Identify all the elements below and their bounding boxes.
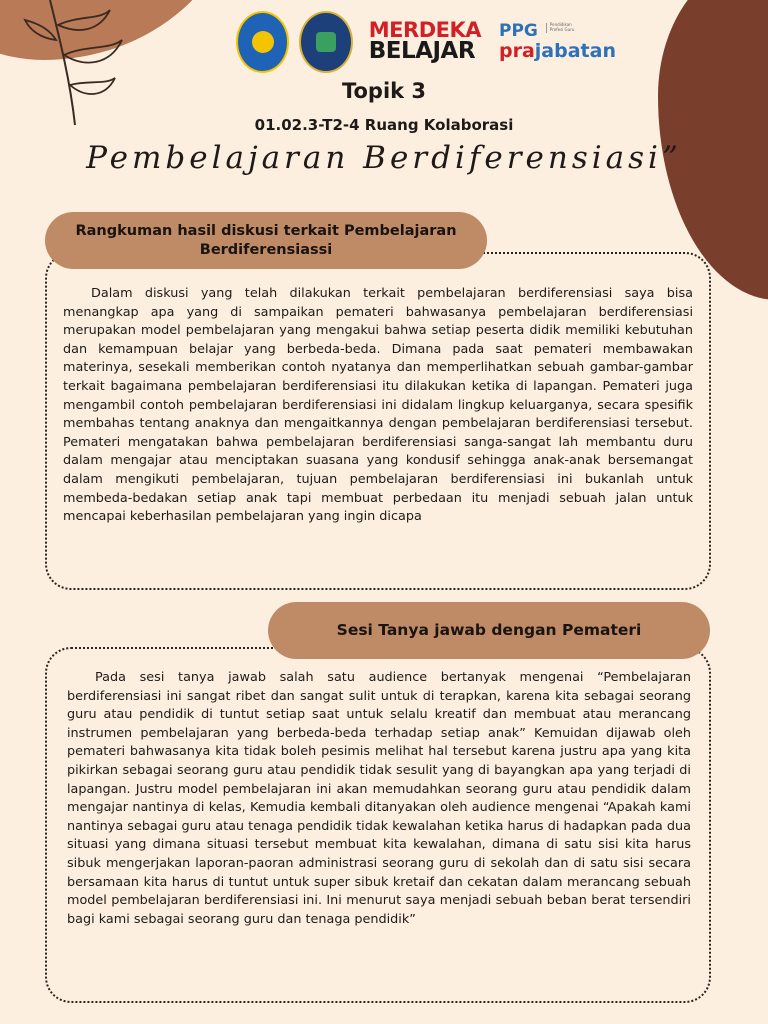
kemdikbud-logo — [236, 11, 289, 73]
subtopic-title: 01.02.3-T2-4 Ruang Kolaborasi — [254, 116, 514, 134]
summary-body: Dalam diskusi yang telah dilakukan terkait pembelajaran berdiferensiasi saya bisa menangkap apa yang di sampaikan pemateri bahwasanya pembelajaran berdiferensiasi merupakan model pembelajaran yang mengakui bahwa setiap peserta didik memiliki kebutuhan dan kemampuan belajar yang berbeda-beda. Dimana pada saat pemateri membawakan materinya, sesekali memberikan contoh nyatanya dan memperlihatkan sebuah gambar-gambar terkait bagaimana pembelajaran berdiferensiasi itu dilakukan ketika di lapangan. Pemateri juga mengambil contoh pembelajaran berdiferensiasi ini didalam lingkup keluarganya, secara spesifik membahas tentang anaknya dan mengaitkannya dengan pembelajaran berdiferensiasi tersebut. Pemateri mengatakan bahwa pembelajaran berdiferensiasi sanga-sangat lah membantu duru dalam mengajar atau menciptakan suasana yang kondusif sehingga anak-anak bersemangat dalam mengikuti pembelajaran, tujuan pembelajaran berdiferensiasi ini bukanlah untuk membeda-bedakan setiap anak tapi membuat perbedaan itu menjadi sebuah jalan untuk mencapai keberhasilan pembelajaran yang ingin dicapa — [63, 286, 693, 525]
prajabatan-pra: pra — [499, 40, 535, 62]
ppg-prajabatan-logo — [499, 23, 616, 61]
header-logos — [236, 12, 616, 72]
topic-title: Topik 3 — [341, 79, 427, 103]
university-logo — [299, 11, 352, 73]
ppg-text: PPG — [499, 21, 538, 41]
qa-body: Pada sesi tanya jawab salah satu audience bertanyak mengenai “Pembelajaran berdiferensiasi ini sangat ribet dan sangat sulit untuk di terapkan, karena kita sebagai seorang guru atau pendidik di tuntut setiap saat untuk selalu kreatif dan membuat atau merancang instrumen pembelajaran yang berbeda-beda terhadap setiap anak” Kemuidan dijawab oleh pemateri bahwasanya kita tidak boleh pesimis melihat hal tersebut karena justru apa yang kita pikirkan sebagai seorang guru atau pendidik tidak sesulit yang di bayangkan apa yang terjadi di lapangan. Justru model pembelajaran ini akan memudahkan seorang guru atau pendidik dalam mengajar nantinya di kelas, Kemudia kembali ditanyakan oleh audience mengenai “Apakah kami nantinya sebagai guru atau tenaga pendidik tidak kewalahan ketika harus di hadapkan pada dua situasi yang dimana situasi tersebut membuat kita kewalahan, dimana di satu sisi kita harus sibuk mengerjakan laporan-paoran administrasi seorang guru di sekolah dan di satu sisi secara bersamaan kita harus di tuntut untuk super sibuk kretaif dan cekatan dalam merancang sebuah model pembelajaran berdiferensiasi ini. Ini menurut saya menjadi sebuah beban berat tersendiri bagi kami sebagai seorang guru dan tenaga pendidik” — [67, 670, 691, 927]
merdeka-belajar-logo — [368, 18, 481, 65]
prajabatan-text — [499, 42, 616, 61]
script-title: Pembelajaran Berdiferensiasi” — [86, 140, 682, 176]
qa-heading-text: Sesi Tanya jawab dengan Pemateri — [336, 620, 642, 639]
leaf-branch-icon — [20, 0, 130, 130]
belajar-text: BELAJAR — [368, 38, 476, 65]
ppg-small-text: Pendidikan Profesi Guru — [546, 23, 580, 33]
qa-heading — [268, 602, 710, 659]
prajabatan-rest: jabatan — [534, 40, 616, 62]
summary-heading-text: Rangkuman hasil diskusi terkait Pembelajaran Berdiferensiassi — [75, 223, 457, 258]
merdeka-text: MERDEKA — [368, 18, 481, 43]
summary-heading — [45, 212, 487, 269]
